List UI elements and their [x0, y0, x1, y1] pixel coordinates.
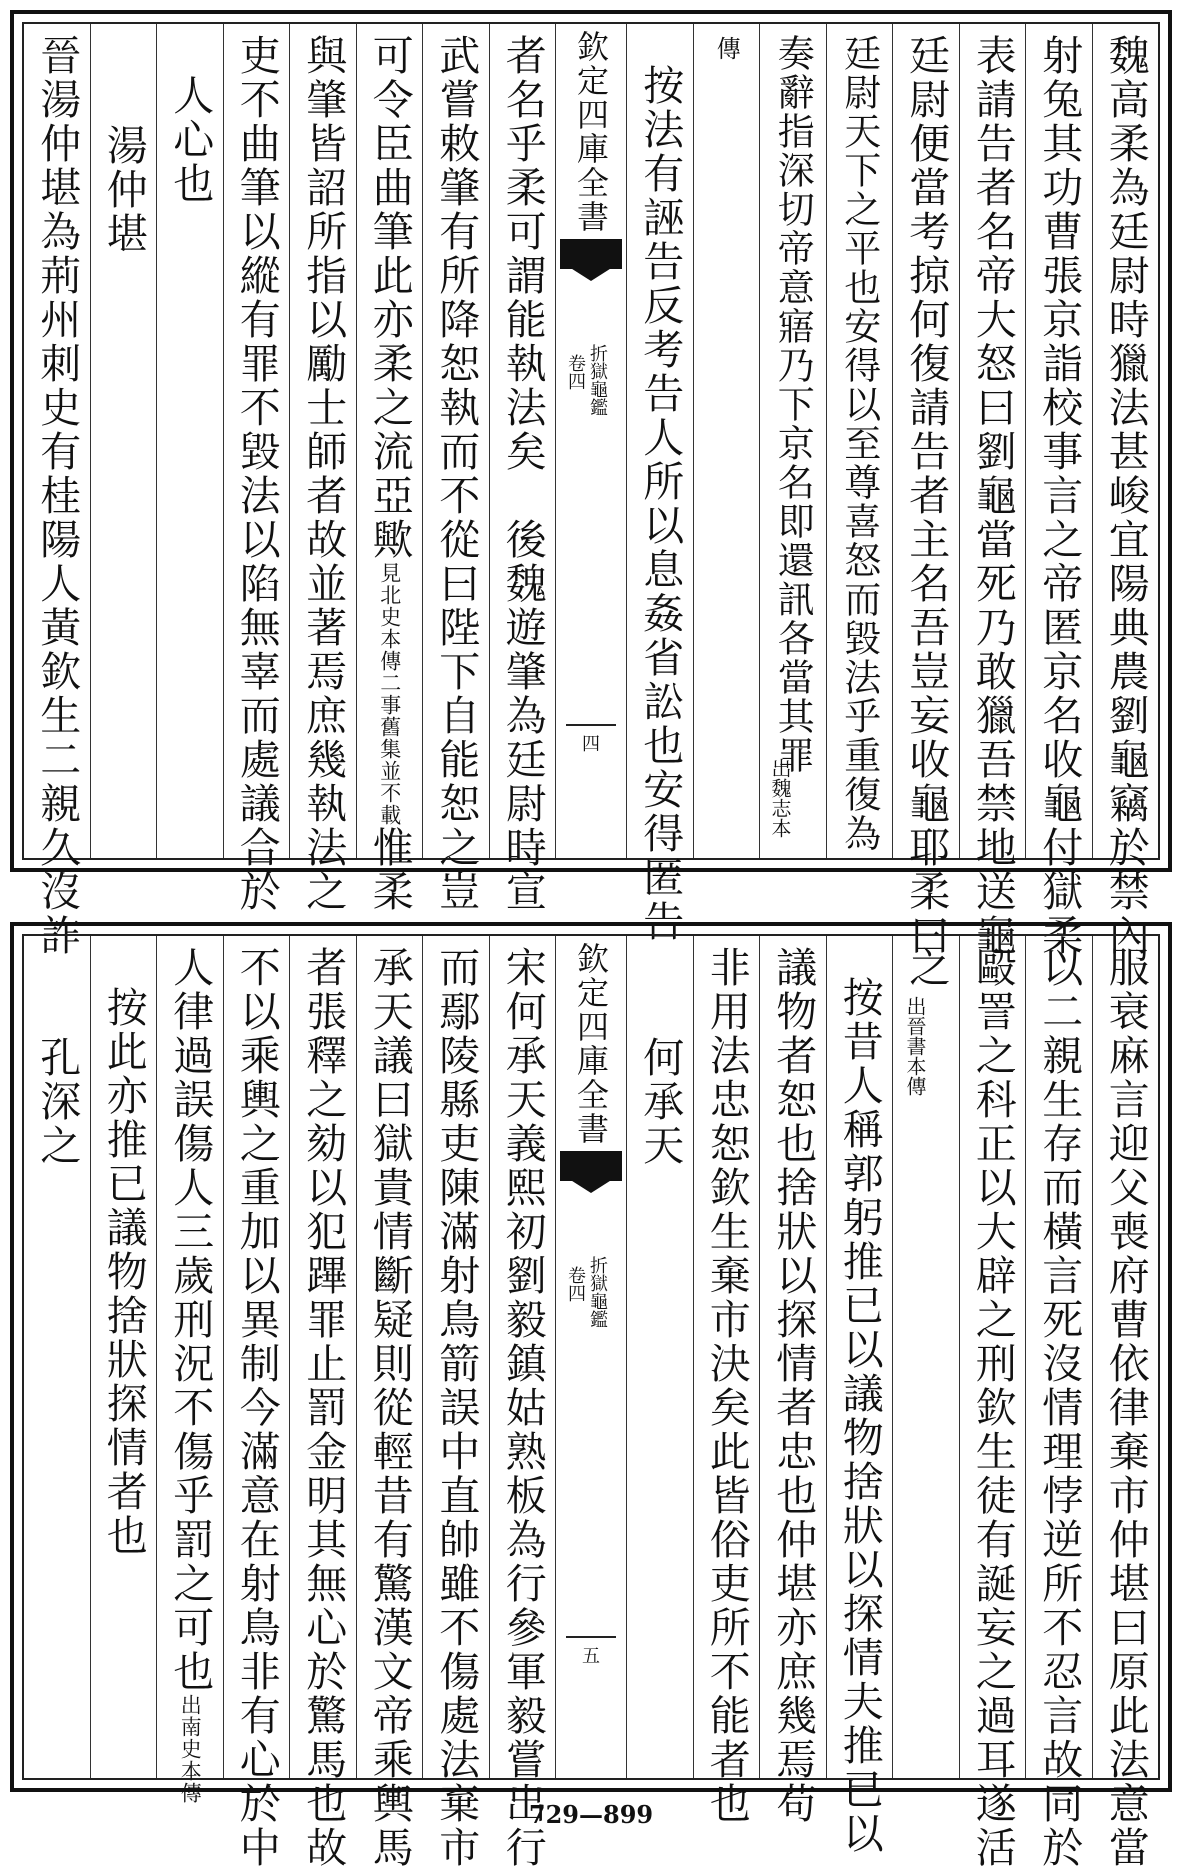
text-column: [90, 24, 157, 858]
source-note: 出晉書本傳: [903, 996, 927, 1096]
text-column: [24, 936, 90, 1778]
fish-tail-mark: [560, 239, 622, 269]
page-rule: [566, 1636, 616, 1638]
center-fold: [555, 936, 626, 1778]
text-column: [626, 936, 693, 1778]
page-footer-number: 729—899: [528, 1800, 654, 1829]
column-text: 何承天: [636, 1036, 685, 1168]
column-text: 武嘗敕肇有所降恕執而不從曰陛下自能恕之豈: [432, 34, 481, 914]
column-text: 者名乎柔可謂能執法矣 後魏遊肇為廷尉時宣: [498, 34, 547, 914]
column-text: 毆詈之科正以大辟之刑欽生徒有誕妄之過耳遂活: [968, 946, 1017, 1870]
column-text: 吏不曲筆以縱有罪不毀法以陷無辜而處議合於: [232, 34, 281, 914]
text-column: [489, 936, 556, 1870]
column-text: 人律過誤傷人三歲刑況不傷乎罰之可也出南史本傳: [166, 946, 215, 1804]
text-column: [489, 24, 556, 914]
column-text: 廷尉天下之平也安得以至尊喜怒而毀法乎重復為: [837, 34, 881, 853]
column-text: 奏辭指深切帝意寤乃下京名即還訊各當其罪: [771, 34, 815, 775]
column-text: 宋何承天義熙初劉毅鎮姑熟板為行參軍毅嘗出行: [498, 946, 547, 1870]
text-column: [1025, 936, 1092, 1870]
text-column: [759, 936, 826, 1826]
work-title: 折獄龜鑑: [587, 344, 608, 416]
fish-tail-mark: [560, 1151, 622, 1181]
text-column: [223, 936, 290, 1870]
text-column: [826, 24, 893, 858]
column-text: 按法有誣告反考告人所以息姦省訟也安得匿告: [636, 64, 685, 944]
column-text: 承天議曰獄貴情斷疑則從輕昔有驚漢文帝乘輿馬: [365, 946, 414, 1870]
column-text: 非用法忠恕欽生棄市決矣此皆俗吏所不能者也: [702, 946, 751, 1826]
center-fold: [555, 24, 626, 858]
work-title: 折獄龜鑑: [587, 1256, 608, 1328]
text-column: [90, 936, 157, 1778]
column-text: 傳: [712, 36, 741, 63]
top-columns: [22, 22, 1160, 958]
text-column: [289, 936, 356, 1870]
column-text: 按此亦推已議物捨狀探情者也: [99, 986, 148, 1558]
column-text: 服衰麻言迎父喪府曹依律棄市仲堪曰原此法意當: [1101, 946, 1150, 1870]
text-column: [289, 24, 356, 914]
column-text: 而鄢陵縣吏陳滿射鳥箭誤中直帥雖不傷處法棄市: [432, 946, 481, 1870]
text-column: [892, 936, 959, 1778]
volume-label: 卷四: [565, 1266, 586, 1302]
text-column: [356, 24, 423, 914]
text-column: [356, 936, 423, 1870]
text-column: [1092, 24, 1159, 958]
text-column: [1025, 24, 1092, 958]
text-column: [1092, 936, 1159, 1870]
book-title: 欽定四庫全書: [572, 942, 610, 1146]
volume-label: 卷四: [565, 354, 586, 390]
text-column: [959, 24, 1026, 958]
text-column: [422, 24, 489, 914]
column-text: 議物者恕也捨狀以探情者忠也仲堪亦庶幾焉苟: [769, 946, 818, 1826]
page-number: 四: [582, 734, 600, 755]
source-note: 出南史本傳: [178, 1694, 203, 1804]
text-column: [759, 24, 826, 858]
text-column: [156, 24, 223, 858]
column-text: 射兔其功曹張京詣校事言之帝匿京名收龜付獄柔: [1035, 34, 1084, 958]
column-text: 表請告者名帝大怒曰劉龜當死乃敢獵吾禁地送龜: [968, 34, 1017, 958]
column-text: 魏高柔為廷尉時獵法甚峻宜陽典農劉龜竊於禁內: [1101, 34, 1150, 958]
source-note: 出魏志本: [768, 758, 792, 838]
column-text: 人心也: [166, 74, 215, 206]
column-text: 廷尉便當考掠何復請告者主名吾豈妄收龜耶柔曰: [902, 34, 951, 958]
top-page: [10, 10, 1172, 958]
text-column: [693, 936, 760, 1826]
page-rule: [566, 724, 616, 726]
column-text: 不以乘輿之重加以異制今滿意在射鳥非有心於中: [232, 946, 281, 1870]
text-column: [826, 936, 893, 1856]
column-text: 按昔人稱郭躬推已以議物捨狀以探情夫推已以: [835, 976, 884, 1856]
text-column: [156, 936, 223, 1804]
column-text: 晉湯仲堪為荊州刺史有桂陽人黃欽生二親久沒詐: [33, 34, 82, 958]
text-column: [959, 936, 1026, 1870]
text-column: [892, 24, 959, 958]
column-text: 可令臣曲筆此亦柔之流亞歟見北史本傳二事舊集並不載惟柔: [365, 34, 414, 914]
text-column: [422, 936, 489, 1870]
text-column: [223, 24, 290, 914]
column-text: 者張釋之劾以犯蹕罪止罰金明其無心於驚馬也故: [299, 946, 348, 1870]
book-title: 欽定四庫全書: [572, 30, 610, 234]
column-text-tail: 惟柔: [365, 826, 414, 914]
column-text: 湯仲堪: [99, 124, 148, 256]
text-column: [626, 24, 693, 944]
column-text: 之: [902, 946, 951, 990]
page-number: 五: [582, 1646, 600, 1667]
text-column: [693, 24, 760, 858]
column-text: 與肇皆詔所指以勵士師者故並著焉庶幾執法之: [299, 34, 348, 914]
column-text: 以二親生存而橫言死沒情理悖逆所不忍言故同於: [1035, 946, 1084, 1870]
column-text: 孔深之: [33, 1036, 82, 1168]
text-column: [24, 24, 90, 958]
source-note: 見北史本傳二事舊集並不載: [377, 562, 402, 826]
